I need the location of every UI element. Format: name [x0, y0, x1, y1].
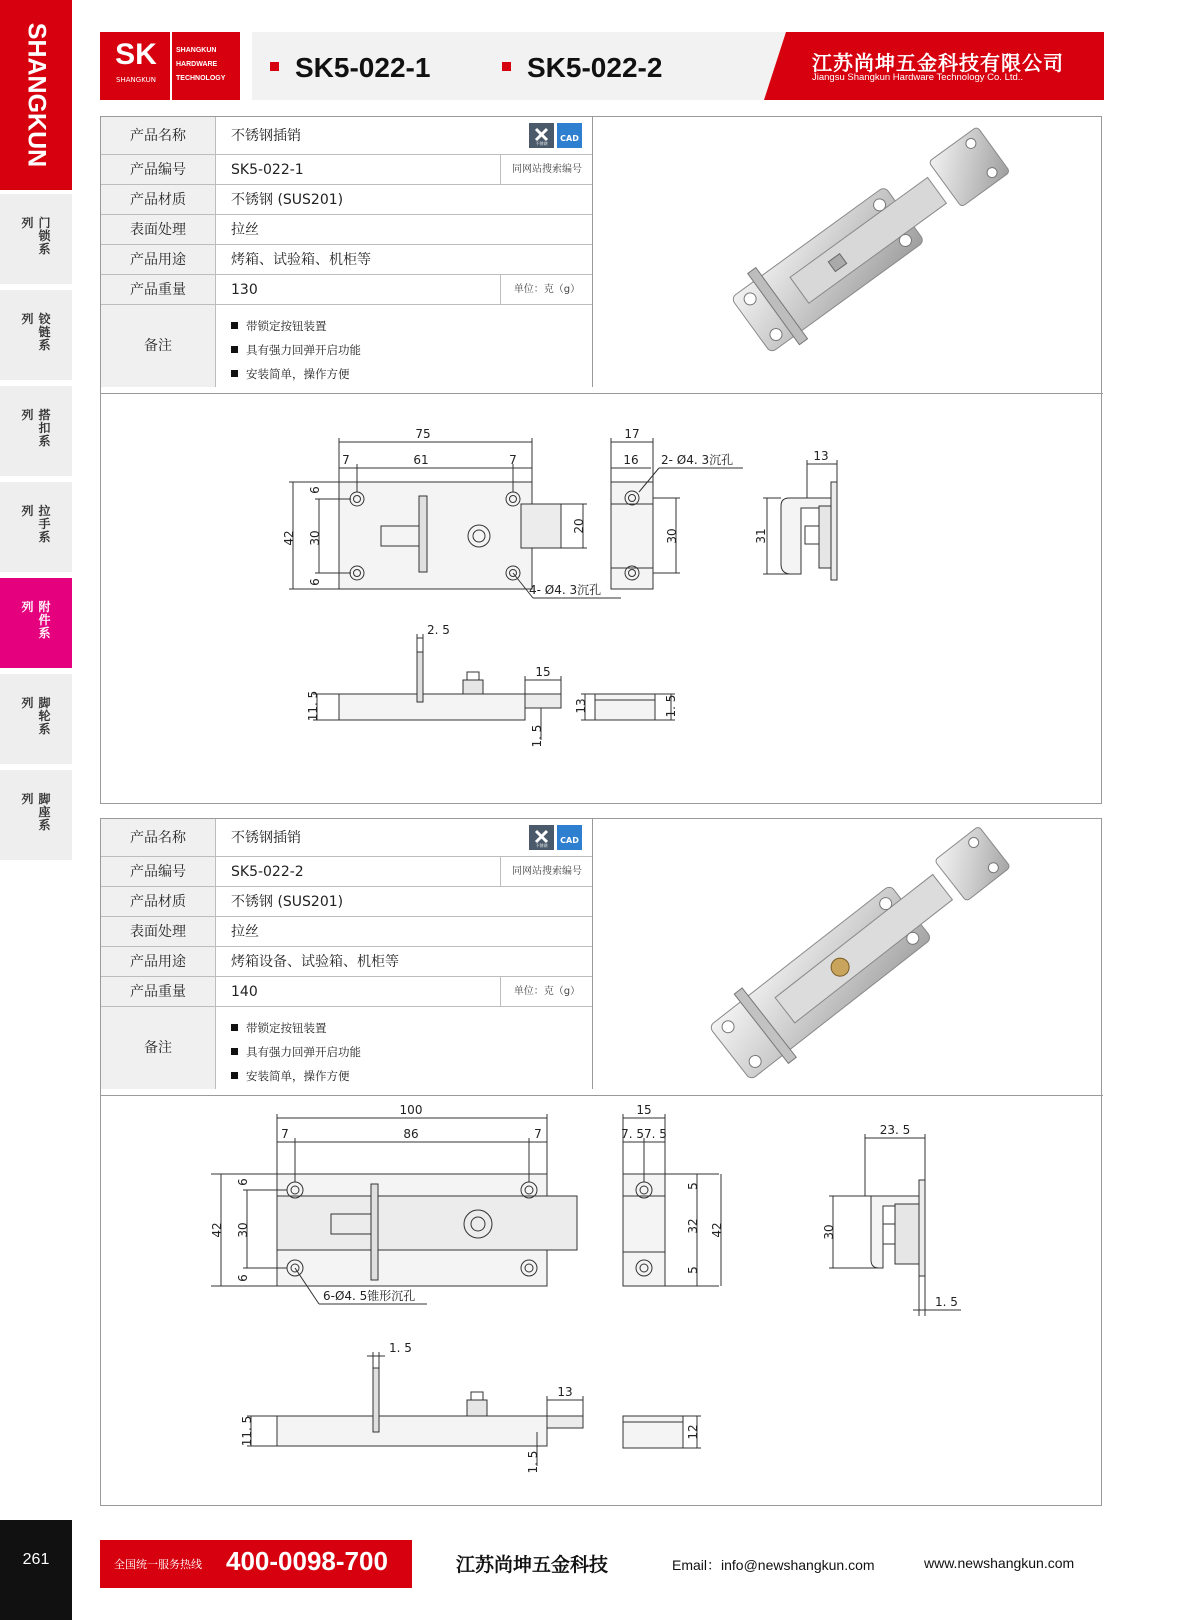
- dim-bolt-travel: 15: [535, 665, 551, 679]
- dim-side-height: 31: [754, 528, 768, 544]
- logo-sub: SHANGKUN: [116, 76, 156, 84]
- dim-height: 42: [282, 530, 296, 546]
- spec-value: 烤箱设备、试验箱、机柜等: [231, 954, 399, 970]
- spec-value: 烤箱、试验箱、机柜等: [231, 252, 371, 268]
- spec-value: 不锈钢插销: [231, 830, 301, 846]
- dim-hole-spacing: 86: [403, 1127, 419, 1141]
- spec-table: [101, 117, 593, 387]
- spec-value: SK5-022-1: [231, 162, 304, 178]
- dim-keeper-top: 5: [686, 1182, 700, 1190]
- side-rail: [0, 0, 72, 1620]
- spec-value: SK5-022-2: [231, 864, 304, 880]
- logo-divider: [170, 32, 172, 100]
- category-tab-caster[interactable]: [0, 674, 72, 764]
- category-label: 铰链系列: [20, 312, 51, 352]
- model-code-1: SK5-022-1: [270, 52, 430, 84]
- stainless-icon: [529, 825, 554, 850]
- spec-row-usage: [101, 947, 592, 977]
- dim-side-depth: 23. 5: [879, 1123, 911, 1137]
- category-tab-accessories[interactable]: [0, 578, 72, 668]
- model-code-2: SK5-022-2: [502, 52, 662, 84]
- spec-row-material: [101, 887, 592, 917]
- note-item: 具有强力回弹开启功能: [231, 1040, 361, 1064]
- search-hint: 同网站搜索编号: [500, 857, 593, 886]
- logo-mark: SK: [115, 38, 157, 71]
- note-item: 带锁定按钮装置: [231, 1016, 361, 1040]
- dim-edge-top: 6: [308, 486, 322, 494]
- product-photo-1: [593, 117, 1103, 393]
- category-label: 脚座系列: [20, 792, 51, 832]
- dim-body-height: 11. 5: [306, 690, 320, 722]
- spec-value: 不锈钢 (SUS201): [231, 894, 344, 910]
- logo-eng-line: SHANGKUN: [176, 47, 217, 54]
- hotline-label: 全国统一服务热线: [114, 1558, 202, 1571]
- search-hint: 同网站搜索编号: [500, 155, 593, 184]
- dim-keeper-sheet: 1. 5: [664, 694, 678, 718]
- note-item: 安装简单，操作方便: [231, 1064, 361, 1088]
- icon-caption: 不锈钢: [535, 141, 548, 146]
- rail-brand: [0, 0, 72, 190]
- spec-label: 产品重量: [101, 275, 216, 304]
- cad-icon[interactable]: [557, 123, 582, 148]
- dim-keeper-inner: 16: [623, 453, 639, 467]
- page-number: 261: [0, 1520, 72, 1620]
- dim-keeper-side-height: 13: [574, 698, 588, 714]
- hotline-number[interactable]: 400-0098-700: [226, 1546, 388, 1576]
- dim-keeper-width: 15: [636, 1103, 652, 1117]
- dim-bolt-travel: 13: [557, 1385, 573, 1399]
- company-name-en: Jiangsu Shangkun Hardware Technology Co. Ltd..: [812, 72, 1024, 83]
- spec-value: 130: [231, 282, 258, 298]
- spec-row-material: [101, 185, 592, 215]
- dim-body-height: 11. 5: [240, 1415, 254, 1447]
- red-square-icon: [270, 62, 279, 71]
- dim-hole-note: 4- Ø4. 3沉孔: [529, 583, 602, 597]
- dim-keeper-side-height: 12: [686, 1424, 700, 1440]
- drawing-svg-2: [101, 1096, 1103, 1507]
- dim-edge-right: 7: [509, 453, 517, 467]
- spec-label: 产品编号: [101, 155, 216, 184]
- dim-edge-bottom: 6: [308, 578, 322, 586]
- spec-label: 产品重量: [101, 977, 216, 1006]
- dim-keeper-height: 42: [710, 1222, 724, 1238]
- spec-label: 备注: [101, 305, 216, 387]
- spec-label: 产品名称: [101, 117, 216, 154]
- unit-label: 单位：克（g）: [500, 977, 593, 1006]
- spec-label: 表面处理: [101, 917, 216, 946]
- dim-keeper-hole-note: 2- Ø4. 3沉孔: [661, 453, 734, 467]
- note-item: 带锁定按钮装置: [231, 314, 361, 338]
- product-block-1: [100, 116, 1102, 804]
- technical-drawing-2: [101, 1095, 1103, 1507]
- spec-value: 拉丝: [231, 924, 259, 940]
- spec-row-name: [101, 819, 592, 857]
- product-block-2: [100, 818, 1102, 1506]
- spec-value: 拉丝: [231, 222, 259, 238]
- product-photo-2: [593, 819, 1103, 1095]
- red-square-icon: [502, 62, 511, 71]
- technical-drawing-1: [101, 393, 1103, 805]
- dim-keeper-height: 30: [665, 528, 679, 544]
- dim-bolt-width: 20: [572, 518, 586, 534]
- category-label: 脚轮系列: [20, 696, 51, 736]
- dim-side-height: 30: [822, 1224, 836, 1240]
- category-label: 门锁系列: [20, 216, 51, 256]
- dim-height: 42: [210, 1222, 224, 1238]
- unit-label: 单位：克（g）: [500, 275, 593, 304]
- dim-keeper-mid: 32: [686, 1218, 700, 1234]
- rail-brand-text: SHANGKUN: [22, 22, 51, 168]
- spec-label: 备注: [101, 1007, 216, 1089]
- spec-row-name: [101, 117, 592, 155]
- category-tab-hinge[interactable]: [0, 290, 72, 380]
- category-tab-hasp[interactable]: [0, 386, 72, 476]
- dim-side-depth: 13: [813, 449, 829, 463]
- note-item: 具有强力回弹开启功能: [231, 338, 361, 362]
- category-tab-foot[interactable]: [0, 770, 72, 860]
- spec-row-notes: [101, 1007, 592, 1089]
- stainless-icon: [529, 123, 554, 148]
- dim-edge-left: 7: [281, 1127, 289, 1141]
- spec-row-surface: [101, 917, 592, 947]
- spec-row-surface: [101, 215, 592, 245]
- category-tab-door-lock[interactable]: [0, 194, 72, 284]
- spec-label: 产品用途: [101, 245, 216, 274]
- dim-keeper-bottom: 5: [686, 1266, 700, 1274]
- spec-row-weight: [101, 977, 592, 1007]
- category-label: 搭扣系列: [20, 408, 51, 448]
- spec-row-usage: [101, 245, 592, 275]
- logo-eng-line: HARDWARE: [176, 61, 218, 68]
- spec-row-code: [101, 155, 592, 185]
- dim-edge-left: 7: [342, 453, 350, 467]
- dim-keeper-width: 17: [624, 427, 640, 441]
- notes-list: [231, 1016, 361, 1088]
- category-tab-handle[interactable]: [0, 482, 72, 572]
- spec-value: 不锈钢插销: [231, 128, 301, 144]
- spec-row-notes: [101, 305, 592, 387]
- icon-caption: CAD: [560, 836, 579, 845]
- spec-label: 产品材质: [101, 185, 216, 214]
- dim-keeper-split: 7. 57. 5: [621, 1127, 667, 1141]
- logo-eng-line: TECHNOLOGY: [176, 75, 226, 82]
- dim-thickness: 2. 5: [427, 623, 450, 637]
- icon-caption: CAD: [560, 134, 579, 143]
- dim-thickness: 1. 5: [389, 1341, 412, 1355]
- footer-website[interactable]: www.newshangkun.com: [924, 1555, 1075, 1571]
- spec-label: 产品用途: [101, 947, 216, 976]
- footer-company: 江苏尚坤五金科技: [456, 1554, 609, 1576]
- dim-hole-note: 6-Ø4. 5锥形沉孔: [323, 1289, 416, 1303]
- notes-list: [231, 314, 361, 386]
- dim-hole-spacing: 61: [413, 453, 429, 467]
- footer-email[interactable]: Email：info@newshangkun.com: [672, 1557, 875, 1573]
- dim-edge-right: 7: [534, 1127, 542, 1141]
- dim-hole-vspacing: 30: [236, 1222, 250, 1238]
- note-item: 安装简单，操作方便: [231, 362, 361, 386]
- company-name-cn: 江苏尚坤五金科技有限公司: [812, 51, 1064, 75]
- dim-side-sheet: 1. 5: [935, 1295, 958, 1309]
- spec-label: 产品材质: [101, 887, 216, 916]
- cad-icon[interactable]: [557, 825, 582, 850]
- spec-row-weight: [101, 275, 592, 305]
- spec-value: 140: [231, 984, 258, 1000]
- brand-logo: [100, 32, 240, 100]
- spec-label: 产品编号: [101, 857, 216, 886]
- drawing-svg-1: [101, 394, 1103, 805]
- spec-label: 表面处理: [101, 215, 216, 244]
- dim-overall-length: 100: [399, 1103, 423, 1117]
- spec-table: [101, 819, 593, 1089]
- dim-edge-bottom: 6: [236, 1274, 250, 1282]
- icon-caption: 不锈钢: [535, 843, 548, 848]
- category-label: 附件系列: [20, 600, 51, 640]
- spec-label: 产品名称: [101, 819, 216, 856]
- spec-row-code: [101, 857, 592, 887]
- logo-english: [176, 44, 238, 86]
- dim-edge-top: 6: [236, 1178, 250, 1186]
- category-label: 拉手系列: [20, 504, 51, 544]
- dim-overall-length: 75: [415, 427, 431, 441]
- dim-sheet: 1. 5: [530, 724, 544, 748]
- dim-hole-vspacing: 30: [308, 530, 322, 546]
- dim-sheet: 1. 5: [526, 1450, 540, 1474]
- spec-value: 不锈钢 (SUS201): [231, 192, 344, 208]
